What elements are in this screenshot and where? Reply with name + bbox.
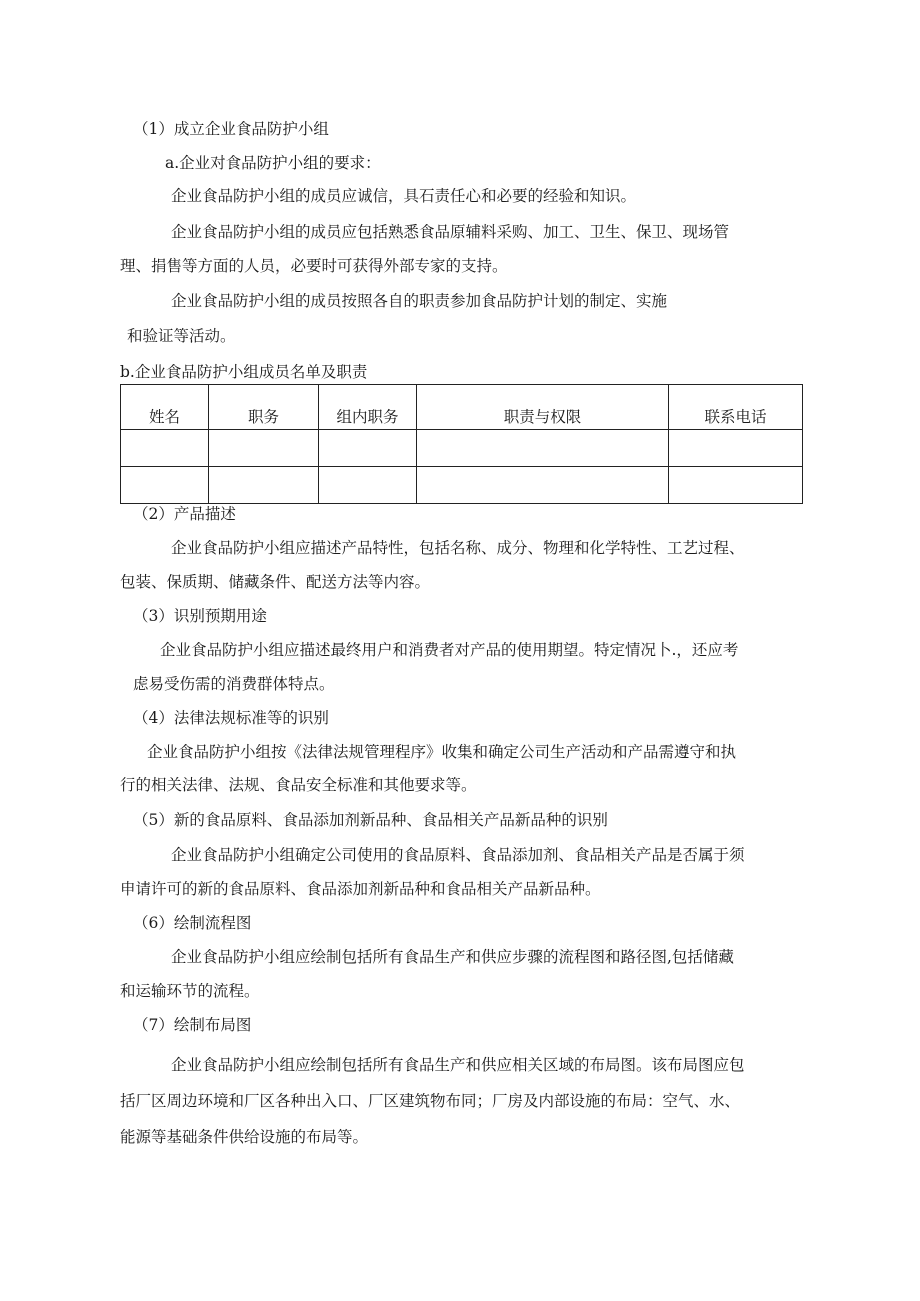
section4-heading: （4）法律法规标准等的识别 bbox=[133, 709, 329, 727]
section1-sub-b: b.企业食品防护小组成员名单及职责 bbox=[120, 363, 368, 381]
table-cell bbox=[121, 467, 209, 504]
header-name: 姓名 bbox=[121, 385, 209, 430]
table-cell bbox=[417, 430, 669, 467]
section7-paragraph-line-1: 企业食品防护小组应绘制包括所有食品生产和供应相关区域的布局图。该布局图应包 bbox=[171, 1056, 745, 1074]
section5-paragraph-line-1: 企业食品防护小组确定公司使用的食品原料、食品添加剂、食品相关产品是否属于须 bbox=[171, 846, 745, 864]
section5-paragraph-line-2: 申请许可的新的食品原料、食品添加剂新品种和食品相关产品新品种。 bbox=[120, 880, 601, 898]
table-cell bbox=[319, 467, 417, 504]
section3-paragraph-line-1: 企业食品防护小组应描述最终用户和消费者对产品的使用期望。特定情况卜.，还应考 bbox=[160, 641, 739, 659]
section4-paragraph-line-2: 行的相关法律、法规、食品安全标准和其他要求等。 bbox=[120, 776, 477, 794]
table-cell bbox=[209, 430, 319, 467]
section5-heading: （5）新的食品原料、食品添加剂新品种、食品相关产品新品种的识别 bbox=[133, 811, 608, 829]
section1-paragraph-1: 企业食品防护小组的成员应诚信，具石责任心和必要的经验和知识。 bbox=[171, 187, 637, 205]
section6-paragraph-line-1: 企业食品防护小组应绘制包括所有食品生产和供应步骤的流程图和路径图,包括储藏 bbox=[171, 948, 734, 966]
header-team-role: 组内职务 bbox=[319, 385, 417, 430]
section6-heading: （6）绘制流程图 bbox=[133, 914, 252, 932]
table-row bbox=[121, 430, 803, 467]
section3-paragraph-line-2: 虑易受伤需的消费群体特点。 bbox=[133, 675, 335, 693]
table-row bbox=[121, 467, 803, 504]
section1-heading: （1）成立企业食品防护小组 bbox=[133, 120, 329, 138]
header-position: 职务 bbox=[209, 385, 319, 430]
section3-heading: （3）识别预期用途 bbox=[133, 607, 267, 625]
section7-paragraph-line-2: 括厂区周边环境和厂区各种出入口、厂区建筑物布同；厂房及内部设施的布局：空气、水、 bbox=[120, 1092, 741, 1110]
section2-paragraph-line-1: 企业食品防护小组应描述产品特性，包括名称、成分、物理和化学特性、工艺过程、 bbox=[171, 539, 745, 557]
section6-paragraph-line-2: 和运输环节的流程。 bbox=[120, 982, 260, 1000]
table-cell bbox=[417, 467, 669, 504]
table-cell bbox=[669, 430, 803, 467]
section7-heading: （7）绘制布局图 bbox=[133, 1016, 252, 1034]
members-table bbox=[120, 384, 803, 504]
header-phone: 联系电话 bbox=[669, 385, 803, 430]
section2-heading: （2）产品描述 bbox=[133, 505, 236, 523]
section1-paragraph-3-line-1: 企业食品防护小组的成员按照各自的职责参加食品防护计划的制定、实施 bbox=[171, 292, 668, 310]
table-header-row bbox=[121, 385, 803, 430]
table-cell bbox=[669, 467, 803, 504]
section1-paragraph-2-line-2: 理、捐售等方面的人员，必要时可获得外部专家的支持。 bbox=[120, 257, 508, 275]
section1-paragraph-3-line-2: 和验证等活动。 bbox=[127, 327, 236, 345]
section1-paragraph-2-line-1: 企业食品防护小组的成员应包括熟悉食品原辅料采购、加工、卫生、保卫、现场管 bbox=[171, 223, 730, 241]
table-cell bbox=[319, 430, 417, 467]
table-cell bbox=[209, 467, 319, 504]
section7-paragraph-line-3: 能源等基础条件供给设施的布局等。 bbox=[120, 1128, 369, 1146]
header-duties: 职责与权限 bbox=[417, 385, 669, 430]
table-cell bbox=[121, 430, 209, 467]
section4-paragraph-line-1: 企业食品防护小组按《法律法规管理程序》收集和确定公司生产活动和产品需遵守和执 bbox=[147, 743, 737, 761]
section2-paragraph-line-2: 包装、保质期、储藏条件、配送方法等内容。 bbox=[120, 573, 431, 591]
section1-sub-a: a.企业对食品防护小组的要求： bbox=[165, 154, 381, 172]
